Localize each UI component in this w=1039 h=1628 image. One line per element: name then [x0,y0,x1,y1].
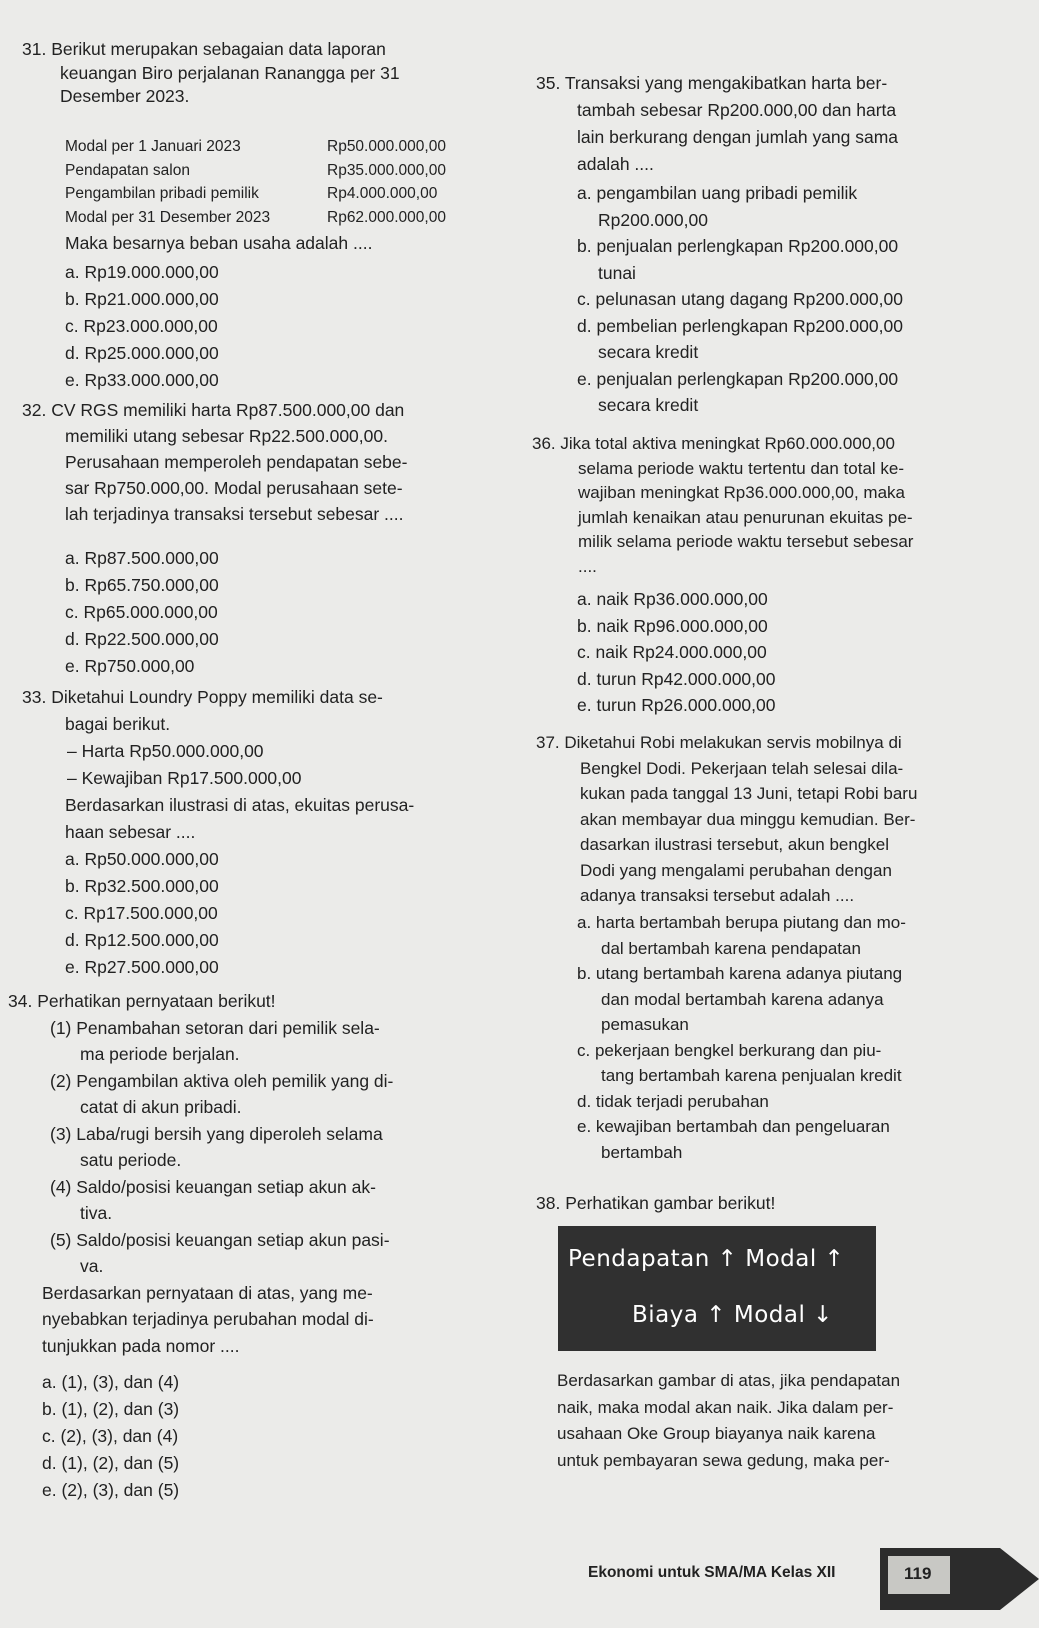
q33-line: 33. Diketahui Loundry Poppy memiliki data se- [22,687,383,707]
table-value: Rp62.000.000,00 [327,208,446,226]
option[interactable]: a. harta bertambah berupa piutang dan mo- [577,913,906,932]
q34-line: (2) Pengambilan aktiva oleh pemilik yang di- [50,1070,394,1091]
q35-options [577,180,903,419]
q33-options [65,846,219,981]
table-key: Modal per 31 Desember 2023 [65,208,271,226]
question-34 [8,988,393,1359]
option-cont: dal bertambah karena pendapatan [601,938,861,958]
option[interactable]: b. Rp21.000.000,00 [65,289,219,309]
q33-line: – Kewajiban Rp17.500.000,00 [67,768,302,788]
option[interactable]: c. Rp17.500.000,00 [65,903,218,923]
option[interactable]: b. (1), (2), dan (3) [42,1399,180,1419]
q34-line: satu periode. [80,1150,182,1170]
option[interactable]: a. pengambilan uang pribadi pemilik [577,183,858,203]
book-title-text: Ekonomi untuk SMA/MA Kelas XII [588,1564,836,1581]
table-key: Pengambilan pribadi pemilik [65,185,259,202]
option[interactable]: a. Rp50.000.000,00 [65,849,219,869]
table-key: Modal per 1 Januari 2023 [65,138,241,155]
q36-line: milik selama periode waktu tersebut sebesar [578,532,914,551]
q36-line: selama periode waktu tertentu dan total ke- [578,458,905,478]
option[interactable]: d. turun Rp42.000.000,00 [577,668,776,689]
q32-line: sar Rp750.000,00. Modal perusahaan sete- [65,478,403,498]
option[interactable]: e. kewajiban bertambah dan pengeluaran [577,1117,890,1136]
q38-body [557,1368,900,1474]
question-32 [22,397,407,527]
option[interactable]: b. naik Rp96.000.000,00 [577,615,768,636]
q31-line: Desember 2023. [60,86,190,106]
q36-line: wajiban meningkat Rp36.000.000,00, maka [578,483,905,502]
option[interactable]: e. Rp27.500.000,00 [65,957,219,977]
table-row [65,206,446,230]
q38-line: untuk pembayaran sewa gedung, maka per- [557,1450,890,1470]
option[interactable]: c. Rp65.000.000,00 [65,602,218,622]
q34-line: tunjukkan pada nomor .... [42,1335,240,1356]
q36-line: 36. Jika total aktiva meningkat Rp60.000.000,00 [532,434,895,453]
q33-line: Berdasarkan ilustrasi di atas, ekuitas perusa- [65,795,415,815]
page-number: 119 [904,1564,932,1583]
question-35 [536,70,898,178]
table-value: Rp50.000.000,00 [327,138,446,155]
q37-line: Bengkel Dodi. Pekerjaan telah selesai dila- [580,758,904,778]
option[interactable]: e. penjualan perlengkapan Rp200.000,00 [577,368,899,389]
figure-row-income: Pendapatan ↑ Modal ↑ [568,1246,845,1272]
q32-line: memiliki utang sebesar Rp22.500.000,00. [65,426,388,446]
option-cont: secara kredit [598,342,699,362]
question-33 [22,684,414,846]
q34-line: (3) Laba/rugi bersih yang diperoleh selama [50,1123,383,1144]
q38-line: naik, maka modal akan naik. Jika dalam per- [557,1397,894,1417]
option[interactable]: d. (1), (2), dan (5) [42,1453,180,1473]
q32-line: 32. CV RGS memiliki harta Rp87.500.000,00 dan [22,400,405,420]
q34-options [42,1369,179,1504]
q31-question-text: Maka besarnya beban usaha adalah .... [65,233,373,253]
option[interactable]: a. Rp19.000.000,00 [65,262,219,282]
q34-line: 34. Perhatikan pernyataan berikut! [8,991,276,1011]
question-31 [22,38,400,109]
q34-line: va. [80,1256,104,1276]
option-cont: Rp200.000,00 [598,209,708,230]
q37-line: kukan pada tanggal 13 Juni, tetapi Robi baru [580,784,918,803]
option[interactable]: d. pembelian perlengkapan Rp200.000,00 [577,315,903,336]
option[interactable]: c. pekerjaan bengkel berkurang dan piu- [577,1040,882,1060]
q31-data-table [65,135,446,229]
option[interactable]: e. Rp750.000,00 [65,656,195,676]
option-cont: tunai [598,262,636,283]
table-key: Pendapatan salon [65,161,190,179]
q35-line: lain berkurang dengan jumlah yang sama [577,127,899,147]
q37-line: 37. Diketahui Robi melakukan servis mobilnya di [536,733,902,752]
q34-line: tiva. [80,1203,113,1223]
book-title [588,1564,835,1582]
q33-line: haan sebesar .... [65,822,196,842]
option[interactable]: c. pelunasan utang dagang Rp200.000,00 [577,289,903,309]
option[interactable]: c. Rp23.000.000,00 [65,316,218,336]
option[interactable]: c. (2), (3), dan (4) [42,1426,179,1446]
q34-line: (5) Saldo/posisi keuangan setiap akun pasi- [50,1229,390,1250]
q33-line: bagai berikut. [65,714,171,734]
question-38 [536,1192,775,1216]
q34-line: catat di akun pribadi. [80,1097,242,1117]
q31-line: keuangan Biro perjalanan Ranangga per 31 [60,62,400,83]
option[interactable]: d. Rp12.500.000,00 [65,930,219,950]
option[interactable]: a. (1), (3), dan (4) [42,1372,180,1392]
option[interactable]: e. turun Rp26.000.000,00 [577,695,776,715]
q35-line: tambah sebesar Rp200.000,00 dan harta [577,100,897,120]
q33-line: – Harta Rp50.000.000,00 [67,741,264,761]
q38-figure [558,1226,876,1351]
option[interactable]: d. Rp25.000.000,00 [65,343,219,363]
question-36 [532,432,913,579]
q31-question [65,232,372,256]
option[interactable]: a. Rp87.500.000,00 [65,548,219,568]
q34-line: (1) Penambahan setoran dari pemilik sela- [50,1017,380,1038]
option[interactable]: a. naik Rp36.000.000,00 [577,589,768,609]
q37-options [577,910,906,1165]
option[interactable]: b. penjualan perlengkapan Rp200.000,00 [577,236,899,256]
q34-line: ma periode berjalan. [80,1044,240,1064]
table-row [65,159,446,183]
figure-row-cost: Biaya ↑ Modal ↓ [632,1302,833,1328]
option[interactable]: e. (2), (3), dan (5) [42,1480,180,1500]
q35-line: adalah .... [577,154,654,174]
option-cont: tang bertambah karena penjualan kredit [601,1066,902,1085]
q32-line: lah terjadinya transaksi tersebut sebesar .... [65,504,404,524]
q37-line: adanya transaksi tersebut adalah .... [580,886,855,905]
q36-line: .... [578,556,597,576]
q34-line: Berdasarkan pernyataan di atas, yang me- [42,1282,373,1303]
q34-line: nyebabkan terjadinya perubahan modal di- [42,1309,374,1329]
q38-line: Berdasarkan gambar di atas, jika pendapatan [557,1371,901,1390]
option[interactable]: d. Rp22.500.000,00 [65,629,219,649]
q37-line: Dodi yang mengalami perubahan dengan [580,860,892,880]
q36-line: jumlah kenaikan atau penurunan ekuitas pe- [578,507,913,527]
table-value: Rp35.000.000,00 [327,161,446,179]
q37-line: dasarkan ilustrasi tersebut, akun bengkel [580,835,890,854]
question-37 [536,730,917,909]
q31-options [65,259,219,394]
option[interactable]: d. tidak terjadi perubahan [577,1091,769,1111]
q32-options [65,545,219,680]
option[interactable]: c. naik Rp24.000.000,00 [577,642,767,662]
q35-line: 35. Transaksi yang mengakibatkan harta ber- [536,73,888,93]
table-row [65,182,446,206]
page-number-tab [880,1548,1039,1610]
q31-line: 31. Berikut merupakan sebagaian data laporan [22,39,386,59]
option[interactable]: b. Rp65.750.000,00 [65,575,219,595]
q37-line: akan membayar dua minggu kemudian. Ber- [580,809,916,829]
option-cont: bertambah [601,1142,683,1162]
table-value: Rp4.000.000,00 [327,185,438,202]
option[interactable]: e. Rp33.000.000,00 [65,370,219,390]
option[interactable]: b. utang bertambah karena adanya piutang [577,964,903,983]
option-cont: pemasukan [601,1015,689,1034]
table-row [65,135,446,159]
q36-options [577,586,776,719]
q38-title: 38. Perhatikan gambar berikut! [536,1193,776,1213]
q38-line: usahaan Oke Group biayanya naik karena [557,1424,876,1443]
option-cont: dan modal bertambah karena adanya [601,989,884,1009]
q32-line: Perusahaan memperoleh pendapatan sebe- [65,452,408,472]
option-cont: secara kredit [598,395,699,415]
option[interactable]: b. Rp32.500.000,00 [65,876,219,896]
q34-line: (4) Saldo/posisi keuangan setiap akun ak- [50,1176,376,1197]
